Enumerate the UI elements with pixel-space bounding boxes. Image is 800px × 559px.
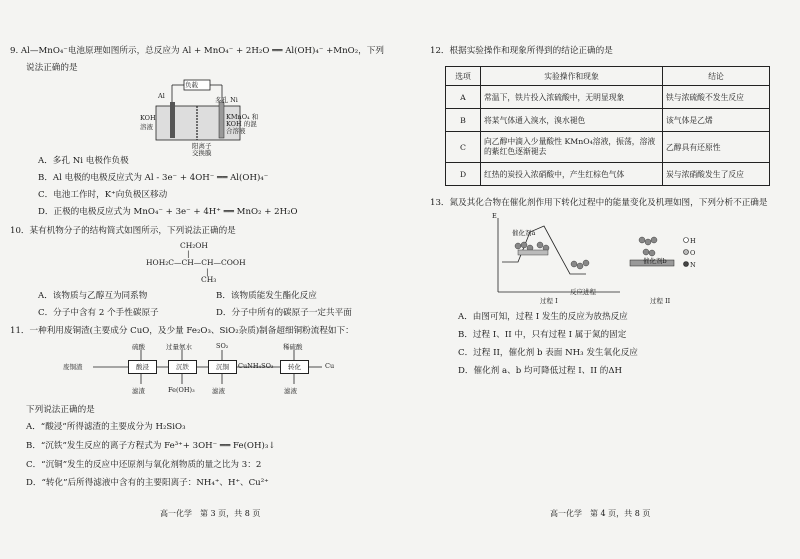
q11-product-label: CuNH₄SO₃	[238, 362, 274, 370]
q9-kmno4-label-2: KOH 的混	[226, 120, 257, 128]
q12-row-conclusion: 该气体是乙烯	[663, 109, 770, 132]
q13-process-1-label: 过程 I	[540, 297, 558, 305]
q13-energy-figure	[490, 212, 720, 304]
q11-waste-4: 滤液	[284, 387, 297, 395]
q9-option-d: D．正极的电极反应式为 MnO₄⁻ + 3e⁻ + 4H⁺ ══ MnO₂ + 2H₂O	[38, 207, 298, 217]
q9-al-label: Al	[158, 92, 165, 100]
q10-option-c: C．分子中含有 2 个手性碳原子	[38, 308, 159, 318]
q12-row-key: A	[446, 86, 481, 109]
q10-option-d: D．分子中所有的碳原子一定共平面	[216, 308, 352, 318]
q13-option-b: B．过程 I、II 中，只有过程 I 属于氮的固定	[458, 330, 627, 340]
q12-row-operation: 将某气体通入溴水，溴水褪色	[481, 109, 663, 132]
q11-output-label: Cu	[325, 362, 335, 370]
q13-option-c: C．过程 II，催化剂 b 表面 NH₃ 发生氧化反应	[458, 348, 638, 358]
q10-struct-1: CH₂OH	[180, 241, 208, 250]
q10-struct-5: CH₃	[201, 275, 217, 284]
q13-option-a: A．由图可知，过程 I 发生的反应为放热反应	[458, 312, 628, 322]
q12-row-operation: 红热的炭投入浓硝酸中，产生红棕色气体	[481, 163, 663, 186]
q13-legend-o: O	[690, 249, 696, 257]
q12-row-conclusion: 炭与浓硝酸发生了反应	[663, 163, 770, 186]
q10-option-a: A．该物质与乙醇互为同系物	[38, 291, 148, 301]
table-row	[446, 109, 770, 132]
q9-option-a: A．多孔 Ni 电极作负极	[38, 156, 129, 166]
q9-koh-label-2: 溶液	[140, 123, 153, 131]
q11-iron-precip-box: 沉铁	[168, 360, 197, 374]
q9-option-b: B．Al 电极的电极反应式为 Al - 3e⁻ + 4OH⁻ ══ Al(OH)₄⁻	[38, 173, 269, 183]
q12-row-conclusion: 乙醇具有还原性	[663, 132, 770, 163]
table-row	[446, 86, 770, 109]
q12-row-operation: 向乙醇中滴入少量酸性 KMnO₄溶液，振荡，溶液的紫红色逐渐褪去	[481, 132, 663, 163]
q11-reagent-1: 硫酸	[132, 343, 145, 351]
q11-sub-stem: 下列说法正确的是	[26, 405, 95, 415]
q12-stem: 12．根据实验操作和现象所得到的结论正确的是	[430, 46, 613, 56]
q13-stem: 13．氮及其化合物在催化剂作用下转化过程中的能量变化及机理如图，下列分析不正确是	[430, 198, 768, 208]
q12-header-option: 选项	[446, 67, 481, 86]
q9-ni-label: 多孔 Ni	[215, 96, 238, 104]
q9-stem-2: 说法正确的是	[26, 63, 78, 73]
q11-option-b: B．“沉铁”发生反应的离子方程式为 Fe³⁺+ 3OH⁻ ══ Fe(OH)₃↓	[26, 441, 276, 451]
q9-battery-figure	[140, 78, 280, 150]
q9-kmno4-label-3: 合溶液	[226, 127, 246, 135]
q13-progress-axis-label: 反应进程	[570, 288, 596, 296]
q9-kmno4-label: KMnO₄ 和	[226, 113, 259, 121]
q9-option-c: C．电池工作时，K⁺向负极区移动	[38, 190, 168, 200]
q13-option-d: D．催化剂 a、b 均可降低过程 I、II 的ΔH	[458, 366, 623, 376]
q9-stem: 9. Al—MnO₄⁻电池原理如图所示，总反应为 Al + MnO₄⁻ + 2H₂O ══ Al(OH)₄⁻ +MnO₂，下列	[10, 46, 384, 56]
q12-row-key: B	[446, 109, 481, 132]
q11-waste-2: Fe(OH)₃	[168, 386, 195, 394]
q12-row-operation: 常温下，铁片投入浓硫酸中，无明显现象	[481, 86, 663, 109]
q12-table	[445, 66, 770, 186]
q11-option-c: C．“沉铜”发生的反应中还原剂与氧化剂物质的量之比为 3：2	[26, 460, 262, 470]
q11-convert-box: 转化	[280, 360, 309, 374]
q10-struct-3: HOH₂C—CH—CH—COOH	[146, 258, 246, 267]
page-4	[400, 0, 800, 559]
q10-struct-2: |	[187, 249, 190, 258]
q9-membrane-label-2: 交换膜	[192, 149, 212, 157]
q11-option-d: D．“转化”后所得滤液中含有的主要阳离子：NH₄⁺、H⁺、Cu²⁺	[26, 478, 269, 488]
q12-header-conclusion: 结论	[663, 67, 770, 86]
q10-struct-4: |	[206, 267, 209, 276]
table-row	[446, 132, 770, 163]
q11-copper-precip-box: 沉铜	[208, 360, 237, 374]
q12-header-operation: 实验操作和现象	[481, 67, 663, 86]
q12-row-conclusion: 铁与浓硫酸不发生反应	[663, 86, 770, 109]
q9-membrane-label: 阳离子	[192, 142, 212, 150]
q13-catalyst-b-label: 催化剂b	[643, 257, 667, 265]
q11-reagent-4: 稀硫酸	[283, 343, 303, 351]
q13-catalyst-a-label: 催化剂a	[512, 229, 536, 237]
q11-input-label: 废铜渣	[63, 363, 83, 371]
q11-waste-1: 滤渣	[132, 387, 145, 395]
q13-process-2-label: 过程 II	[650, 297, 671, 305]
q10-option-b: B．该物质能发生酯化反应	[216, 291, 317, 301]
q12-row-key: C	[446, 132, 481, 163]
q11-acid-leach-box: 酸浸	[128, 360, 157, 374]
footer-left: 高一化学 第 3 页，共 8 页	[160, 509, 261, 518]
q11-option-a: A．“酸浸”所得滤渣的主要成分为 H₂SiO₃	[26, 422, 186, 432]
table-row	[446, 163, 770, 186]
footer-right: 高一化学 第 4 页，共 8 页	[550, 509, 651, 518]
q13-legend-h: H	[690, 237, 696, 245]
q13-energy-axis-label: E	[492, 212, 497, 220]
q11-waste-3: 滤液	[212, 387, 225, 395]
q9-load-label: 负载	[185, 81, 198, 89]
q12-row-key: D	[446, 163, 481, 186]
q9-koh-label: KOH	[140, 114, 156, 122]
q10-stem: 10．某有机物分子的结构简式如图所示，下列说法正确的是	[10, 226, 236, 236]
q11-reagent-3: SO₂	[216, 342, 229, 350]
q11-reagent-2: 过量氨水	[166, 343, 192, 351]
q13-legend-n: N	[690, 261, 696, 269]
q11-stem: 11．一种利用废铜渣(主要成分 CuO，及少量 Fe₂O₃、SiO₂杂质)制备超细铜粉流程如下：	[10, 326, 354, 336]
